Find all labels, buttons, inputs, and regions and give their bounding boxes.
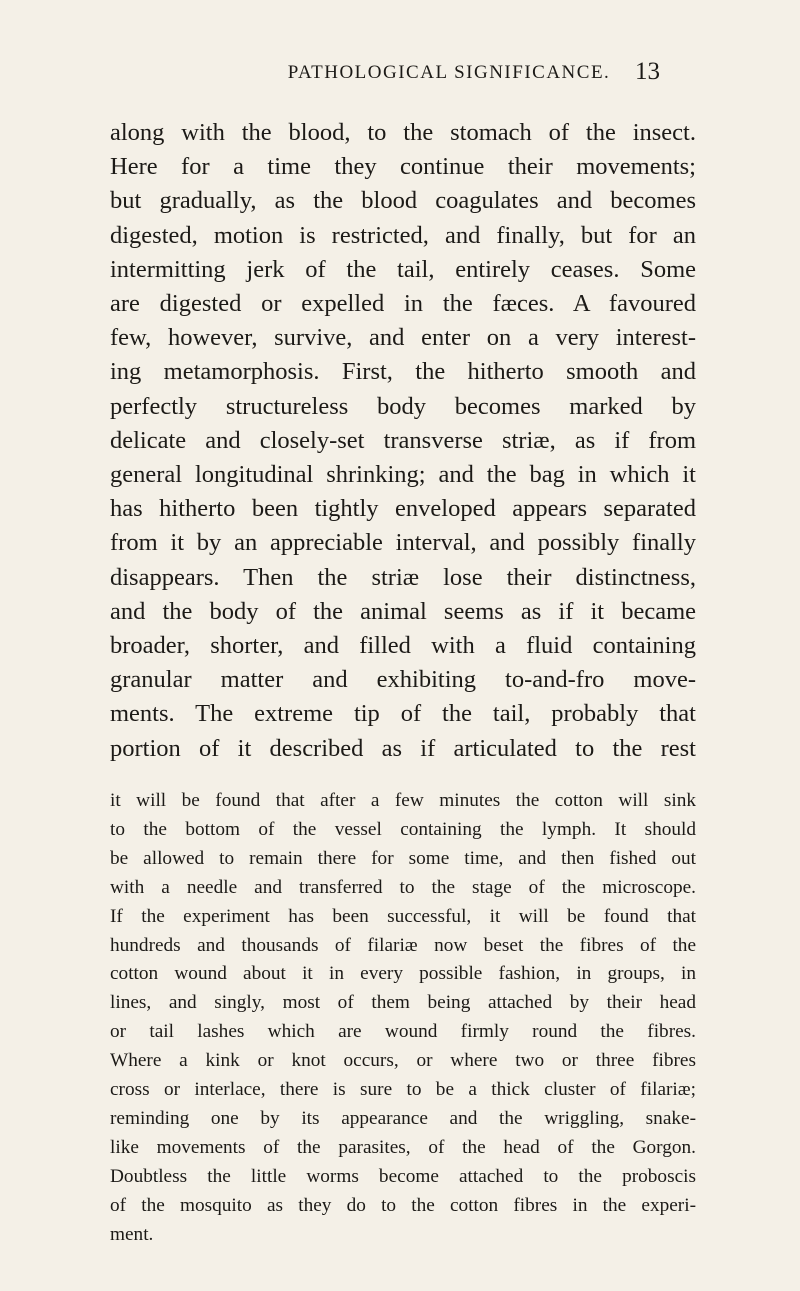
text-line: general longitudinal shrinking; and the bag in which it xyxy=(110,461,696,489)
text-line: has hitherto been tightly enveloped appears separated xyxy=(110,495,696,523)
text-line: portion of it described as if articulated to the rest xyxy=(110,734,696,762)
small-text-line: or tail lashes which are wound firmly round the fibres. xyxy=(110,1021,696,1043)
text-line: delicate and closely-set transverse striæ, as if from xyxy=(110,426,696,454)
small-text-line: ment. xyxy=(110,1223,154,1245)
text-line: digested, motion is restricted, and finally, but for an xyxy=(110,221,696,249)
text-line: ments. The extreme tip of the tail, probably that xyxy=(110,700,696,728)
small-print-paragraph xyxy=(110,787,696,1250)
text-line: granular matter and exhibiting to-and-fro move- xyxy=(110,666,696,694)
small-text-line: If the experiment has been successful, it will be found that xyxy=(110,905,696,927)
page-number: 13 xyxy=(635,58,660,85)
running-head: PATHOLOGICAL SIGNIFICANCE. xyxy=(287,62,611,83)
text-line: Here for a time they continue their movements; xyxy=(110,153,696,181)
small-text-line: cotton wound about it in every possible fashion, in groups, in xyxy=(110,963,696,985)
small-text-line: with a needle and transferred to the stage of the microscope. xyxy=(110,876,696,898)
text-line: along with the blood, to the stomach of the insect. xyxy=(110,119,696,146)
text-line: ing metamorphosis. First, the hitherto smooth and xyxy=(110,358,696,386)
text-line: are digested or expelled in the fæces. A favoured xyxy=(110,290,696,318)
small-text-line: Doubtless the little worms become attached to the proboscis xyxy=(110,1165,696,1187)
small-text-line: of the mosquito as they do to the cotton fibres in the experi- xyxy=(110,1194,696,1216)
text-line: broader, shorter, and filled with a fluid containing xyxy=(110,632,696,660)
text-line: intermitting jerk of the tail, entirely ceases. Some xyxy=(110,255,696,283)
text-line: perfectly structureless body becomes marked by xyxy=(110,392,696,420)
small-text-line: cross or interlace, there is sure to be a thick cluster of filariæ; xyxy=(110,1079,696,1101)
text-line: few, however, survive, and enter on a very interest- xyxy=(110,324,696,352)
text-line: and the body of the animal seems as if it became xyxy=(110,597,696,625)
small-text-line: reminding one by its appearance and the wriggling, snake- xyxy=(110,1107,696,1129)
small-text-line: be allowed to remain there for some time, and then fished out xyxy=(110,847,696,869)
small-text-line: lines, and singly, most of them being attached by their head xyxy=(110,992,696,1014)
small-text-line: it will be found that after a few minutes the cotton will sink xyxy=(110,790,696,811)
text-line: from it by an appreciable interval, and possibly finally xyxy=(110,529,696,557)
small-text-line: hundreds and thousands of filariæ now beset the fibres of the xyxy=(110,934,696,956)
small-text-line: to the bottom of the vessel containing the lymph. It should xyxy=(110,818,696,840)
text-line: but gradually, as the blood coagulates and becomes xyxy=(110,187,696,215)
small-text-line: like movements of the parasites, of the head of the Gorgon. xyxy=(110,1136,696,1158)
main-paragraph xyxy=(110,116,696,766)
text-line: disappears. Then the striæ lose their distinctness, xyxy=(110,563,696,591)
small-text-line: Where a kink or knot occurs, or where two or three fibres xyxy=(110,1050,696,1072)
